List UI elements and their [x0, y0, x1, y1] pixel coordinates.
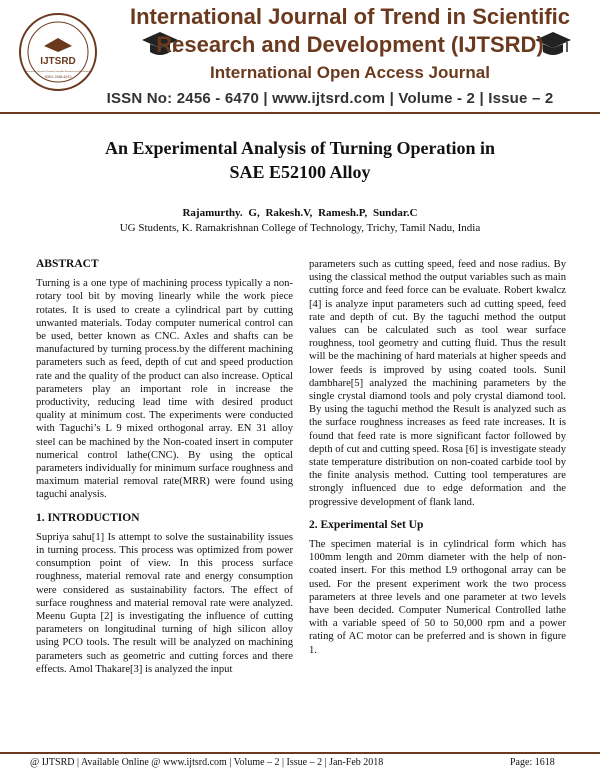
introduction-text: Supriya sahu[1] Is attempt to solve the sustainability issues in turning process. This process was optimized from power consumption point of view. In this process surface roughness, material removal rate and energy consumption were considered as sustainability factors. The effect of surface roughness and material removal rate were analyzed. Meenu Gupta [2] is investigating the influence of cutting parameters on longitudinal turning of high silicon alloy using PCO tools. The result will be analyzed on machining parameters such as geometric and cutting forces and there effects. Amol Thakare[3] is analyzed the input — [36, 531, 293, 675]
footer-text: @ IJTSRD | Available Online @ www.ijtsrd.com | Volume – 2 | Issue – 2 | Jan-Feb 2018 — [30, 757, 384, 768]
open-access-line: International Open Access Journal — [210, 63, 490, 82]
paper-title-line1: An Experimental Analysis of Turning Operation in — [104, 138, 496, 158]
affiliation: UG Students, K. Ramakrishnan College of Technology, Trichy, Tamil Nadu, India — [119, 222, 481, 234]
abstract-text: Turning is a one type of machining process typically a non-rotary tool bit by moving linearly while the work piece rotates. It is used to create a cylindrical part by cutting unwanted materials. Today computer numerical control can be used, better known as CNC. Axles and shafts can be manufactured by turning process.by the different machining parameters such as feed, depth of cut and speed production rate and the quality of the product can also increase. Optical parameters play an important role in increase the productivity, reducing lead time with desired product quality at minimum cost. The experiments were conducted with Taguchi’s L 9 mixed orthogonal array. EN 31 alloy steel can be machined by the Non-coated insert in computer numerical control lathe(CNC). By using the optical parameters individually for minimum surface roughness and maximum material removal rate(MRR) were found using taguchi analysis. — [36, 278, 293, 501]
setup-heading: 2. Experimental Set Up — [309, 518, 424, 531]
header-divider — [0, 112, 600, 114]
journal-name-line2: Research and Development (IJTSRD) — [156, 32, 544, 57]
right-column — [309, 258, 566, 657]
introduction-continued: parameters such as cutting speed, feed and nose radius. By using the classical method the output variables such as main cutting force and feed force can be evaluate. Robert kwalcz [4] is analyze input parameters such ad cutting speed, feed rate and depth of cut. By the taguchi method the output values can be calculated such as tool wear surface roughness, tool geometry and cutting fluid. Thus the result will be the machining of hard materials at higher speeds and lower feeds is improved by using coated tools. Sunil dambhare[5] analyzed the machining parameters by the single crystal diamond tools and poly crystal diamond tool. By using the taguchi method the Result is analyzed such as the surface roughness increases as feed rate increases. It is found that feed rate is more significant factor followed by depth of cut and cutting speed. Rosa [6] is investigate steady state temperature distribution on non-coated carbide tool by the finite analysis method. Cutting tool temperatures are strongly influenced due to edge deformation and the progressive development of flank land. — [309, 259, 566, 508]
footer-divider — [0, 752, 600, 754]
page-number: Page: 1618 — [510, 757, 555, 768]
paper-title-line2: SAE E52100 Alloy — [229, 162, 371, 182]
journal-name-line1: International Journal of Trend in Scientific — [129, 4, 571, 29]
authors: Rajamurthy. G, Rakesh.V, Ramesh.P, Sundar.C — [182, 207, 418, 219]
journal-header — [0, 0, 600, 120]
logo-text: IJTSRD — [40, 56, 76, 67]
issn-line: ISSN No: 2456 - 6470 | www.ijtsrd.com | Volume - 2 | Issue – 2 — [106, 90, 554, 107]
introduction-heading: 1. INTRODUCTION — [36, 511, 140, 524]
abstract-heading: ABSTRACT — [36, 258, 99, 270]
setup-text: The specimen material is in cylindrical form which has 100mm length and 20mm diameter with the help of non-coated insert. For this method L9 orthogonal array can be used. For the present experiment work the two process parameters at three levels and one parameter at two levels have been decided. Computer Numerical Controlled lathe with a variable speed of 50 to 50,000 rpm and a power rating of AC motor can be preferred and is shown in figure 1. — [309, 539, 566, 656]
ijtsrd-logo-icon — [18, 12, 98, 92]
logo-issn: ISSN: 2456-6470 — [44, 75, 72, 79]
left-column — [36, 258, 293, 676]
logo-subtitle: International Journal of Trend in Scientific Research and Development — [24, 71, 92, 73]
